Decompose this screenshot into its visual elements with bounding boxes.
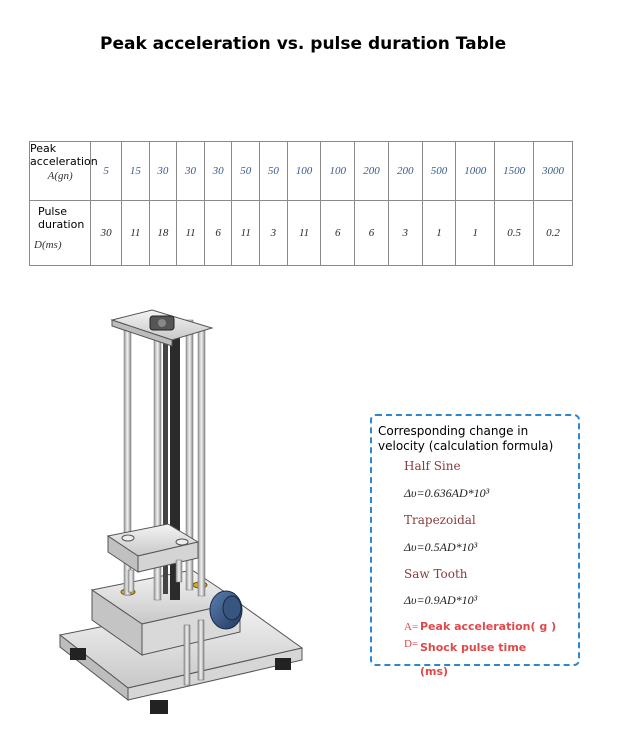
acceleration-cell: 200 bbox=[355, 142, 389, 201]
acceleration-cell: 100 bbox=[287, 142, 321, 201]
duration-cell: 1 bbox=[456, 201, 495, 266]
acceleration-cell: 30 bbox=[177, 142, 205, 201]
acceleration-cell: 15 bbox=[122, 142, 150, 201]
heading-line-1: Corresponding change in bbox=[378, 424, 529, 438]
row-header-label: duration bbox=[38, 218, 85, 231]
trapezoidal-formula: Δυ=0.5AD*10³ bbox=[404, 540, 478, 554]
legend-d-text: Shock pulse time bbox=[420, 641, 527, 654]
duration-cell: 30 bbox=[91, 201, 122, 266]
legend-a-text: Peak acceleration( g ) bbox=[420, 620, 557, 633]
acceleration-cell: 500 bbox=[422, 142, 456, 201]
row-header-label: Pulse bbox=[38, 205, 67, 218]
duration-cell: 11 bbox=[287, 201, 321, 266]
duration-cell: 3 bbox=[260, 201, 288, 266]
duration-cell: 11 bbox=[232, 201, 260, 266]
duration-cell: 18 bbox=[149, 201, 177, 266]
legend-a-prefix: A= bbox=[404, 621, 419, 633]
saw-tooth-formula: Δυ=0.9AD*10³ bbox=[404, 593, 478, 607]
velocity-formula-box bbox=[370, 414, 580, 678]
acceleration-cell: 30 bbox=[204, 142, 232, 201]
saw-tooth-label: Saw Tooth bbox=[404, 567, 468, 581]
acceleration-cell: 200 bbox=[388, 142, 422, 201]
shock-test-machine-drawing bbox=[0, 280, 360, 750]
row-header-unit: A(gn) bbox=[47, 170, 73, 182]
duration-cell: 11 bbox=[177, 201, 205, 266]
page-title: Peak acceleration vs. pulse duration Table bbox=[100, 34, 507, 54]
acceleration-cell: 5 bbox=[91, 142, 122, 201]
formula-box-heading bbox=[378, 424, 553, 454]
half-sine-formula: Δυ=0.636AD*10³ bbox=[404, 486, 490, 500]
duration-cell: 11 bbox=[122, 201, 150, 266]
duration-cell: 0.5 bbox=[495, 201, 534, 266]
table-row-duration bbox=[30, 201, 573, 266]
acceleration-cell: 30 bbox=[149, 142, 177, 201]
row-header-acceleration bbox=[30, 142, 98, 201]
acceleration-cell: 1000 bbox=[456, 142, 495, 201]
duration-cell: 6 bbox=[321, 201, 355, 266]
half-sine-label: Half Sine bbox=[404, 459, 461, 473]
acceleration-cell: 3000 bbox=[534, 142, 573, 201]
legend-d-unit: (ms) bbox=[420, 665, 449, 678]
spec-table bbox=[29, 141, 573, 266]
duration-cell: 3 bbox=[388, 201, 422, 266]
duration-cell: 1 bbox=[422, 201, 456, 266]
duration-cell: 0.2 bbox=[534, 201, 573, 266]
trapezoidal-label: Trapezoidal bbox=[404, 513, 476, 527]
acceleration-cell: 1500 bbox=[495, 142, 534, 201]
row-header-label: Peak acceleration bbox=[30, 142, 98, 168]
acceleration-cell: 50 bbox=[260, 142, 288, 201]
legend-d-prefix: D= bbox=[404, 638, 419, 650]
table-row-acceleration bbox=[30, 142, 573, 201]
heading-line-2: velocity (calculation formula) bbox=[378, 439, 554, 453]
duration-cell: 6 bbox=[204, 201, 232, 266]
acceleration-cell: 100 bbox=[321, 142, 355, 201]
acceleration-cell: 50 bbox=[232, 142, 260, 201]
row-header-duration bbox=[30, 201, 91, 266]
duration-cell: 6 bbox=[355, 201, 389, 266]
row-header-unit: D(ms) bbox=[34, 239, 62, 251]
